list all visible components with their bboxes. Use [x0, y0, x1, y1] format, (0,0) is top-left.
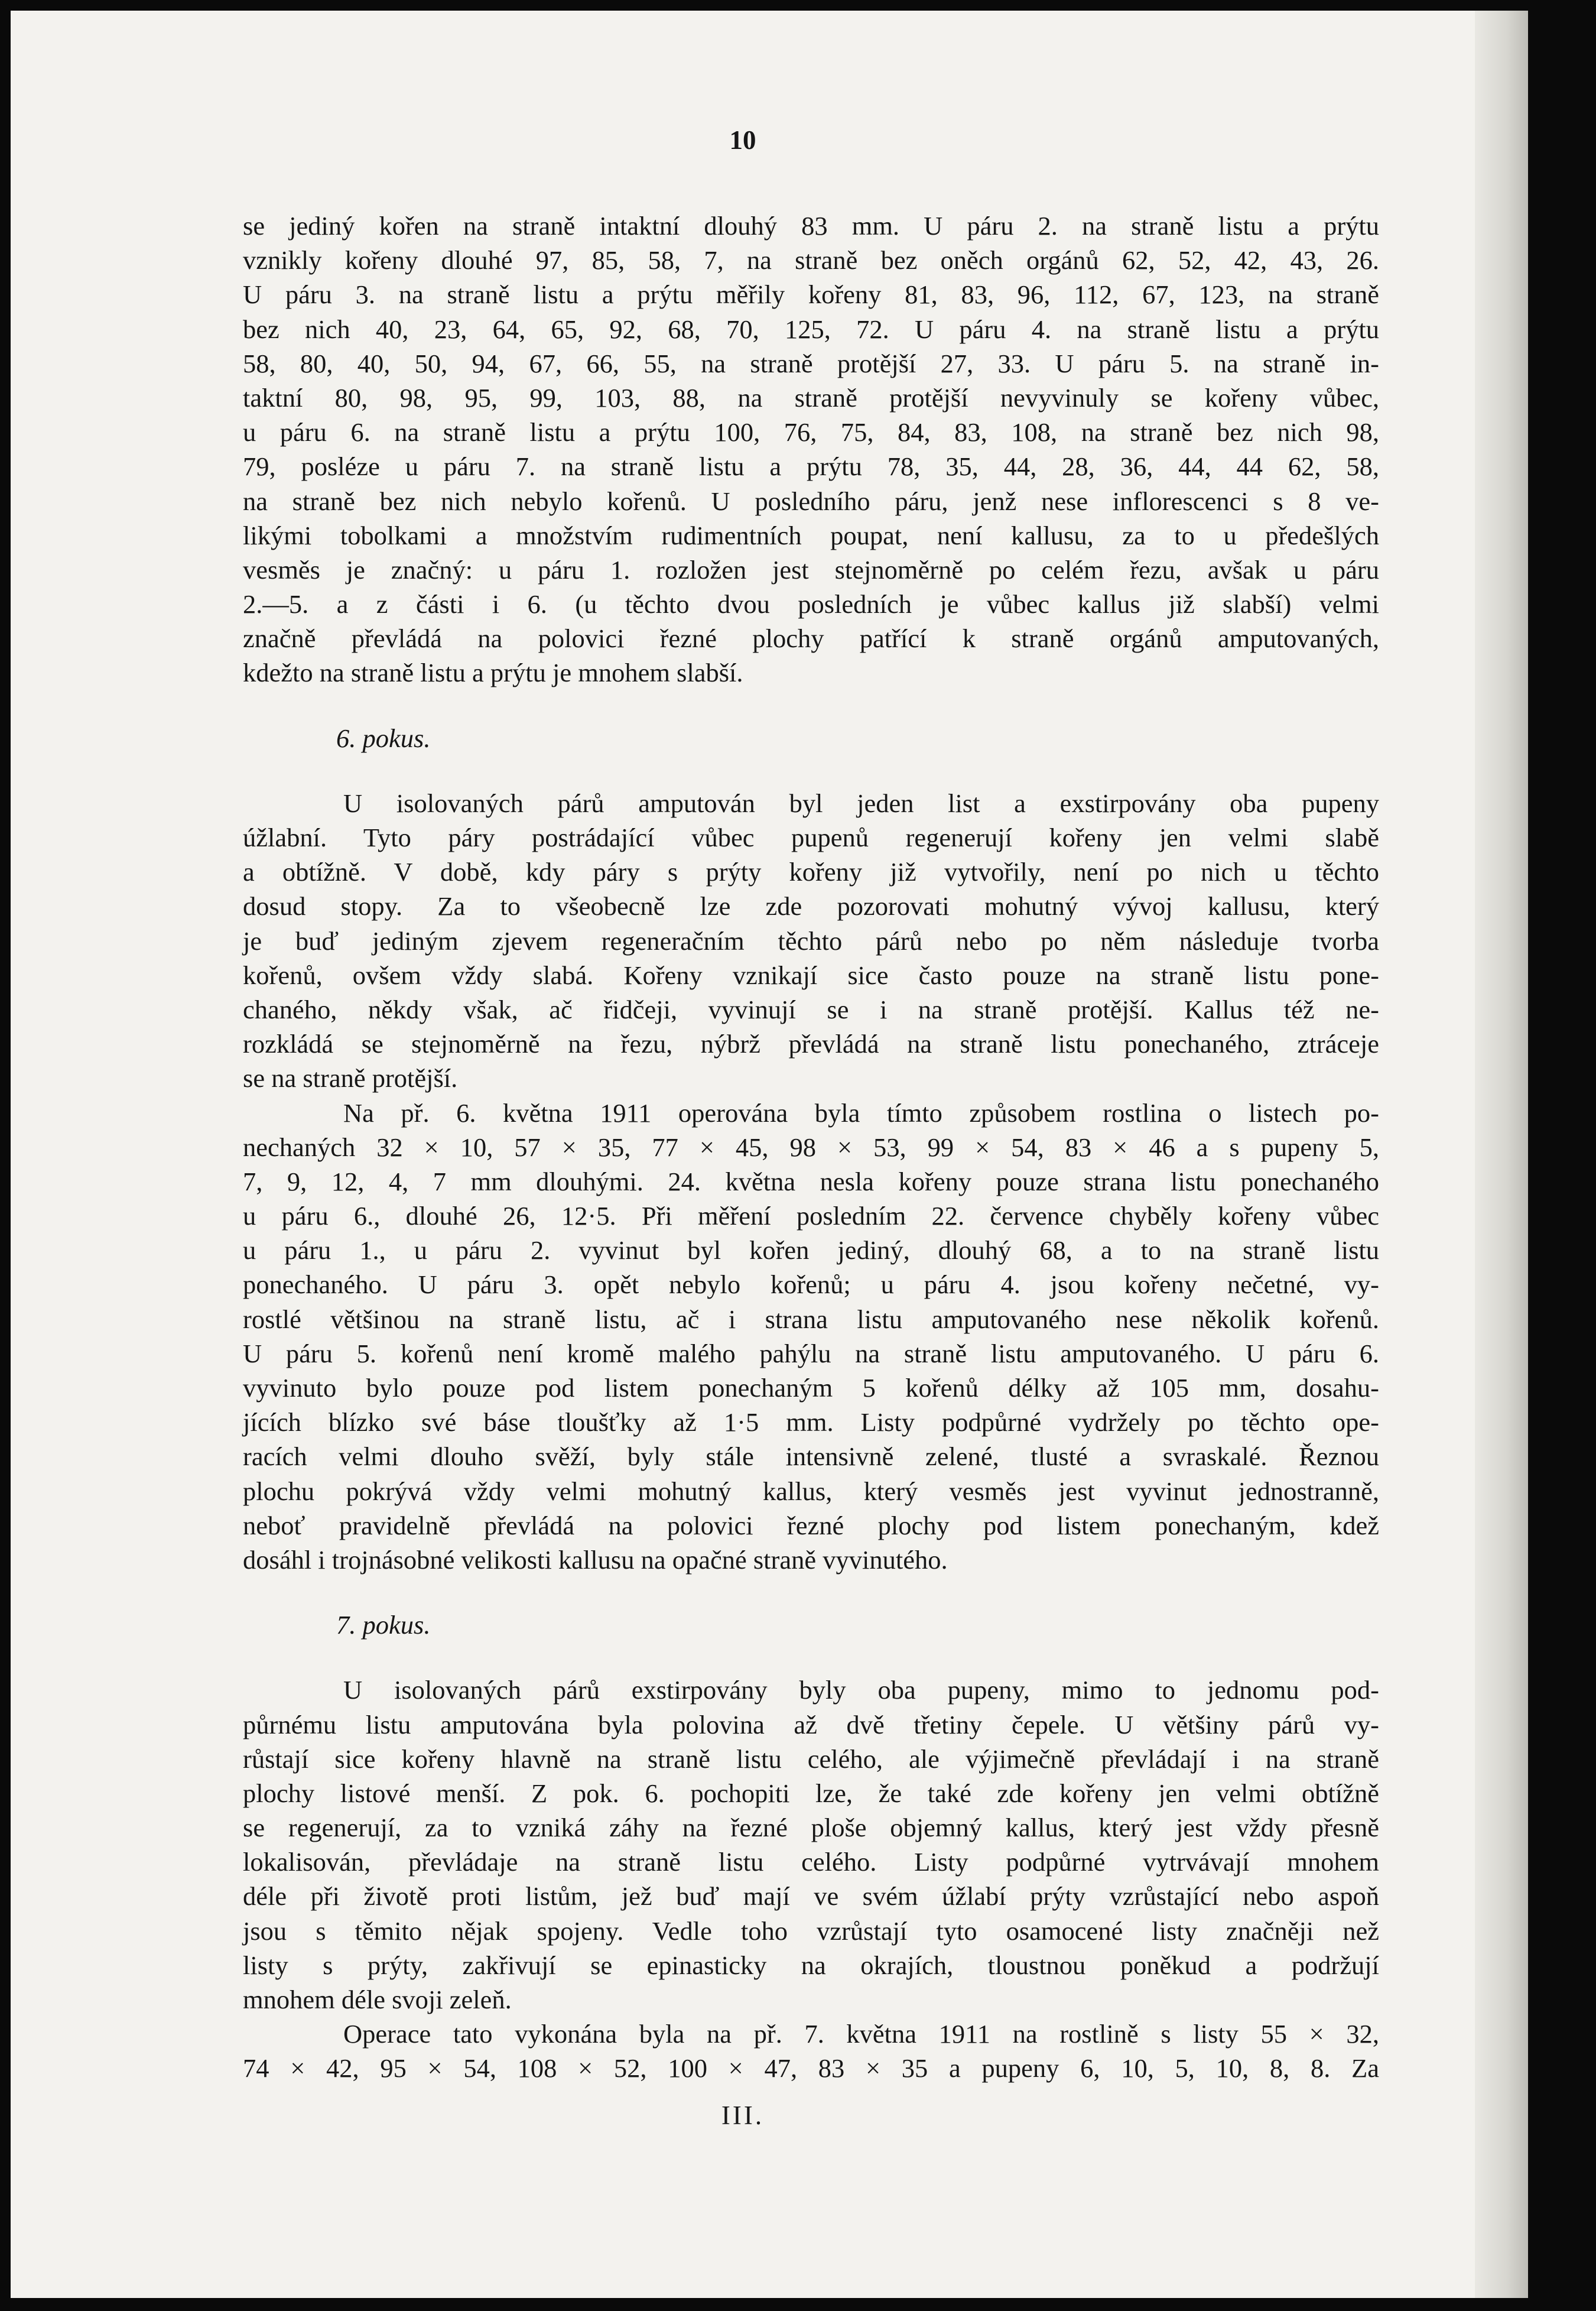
text-line: kdežto na straně listu a prýtu je mnohem slabší. — [243, 658, 743, 688]
text-line: déle při životě proti listům, jež buď mají ve svém úžlabí prýty vzrůstající nebo aspoň — [243, 1881, 1379, 1911]
text-line: racích velmi dlouho svěží, byly stále intensivně zelené, tlusté a svraskalé. Řeznou — [243, 1442, 1379, 1472]
text-line: je buď jediným zjevem regeneračním těchto párů nebo po něm následuje tvorba — [243, 926, 1379, 956]
section-heading: 6. pokus. — [336, 723, 431, 753]
text-line: vyvinuto bylo pouze pod listem ponechaným 5 kořenů délky až 105 mm, dosahu- — [243, 1373, 1379, 1403]
text-line: nechaných 32 × 10, 57 × 35, 77 × 45, 98 × 53, 99 × 54, 83 × 46 a s pupeny 5, — [243, 1132, 1379, 1162]
text-line: rostlé většinou na straně listu, ač i strana listu amputovaného nese několik kořenů. — [243, 1304, 1379, 1334]
text-line: dosud stopy. Za to všeobecně lze zde pozorovati mohutný vývoj kallusu, který — [243, 891, 1379, 921]
paragraph — [243, 786, 1379, 1096]
text-line: U páru 3. na straně listu a prýtu měřily kořeny 81, 83, 96, 112, 67, 123, na straně — [243, 280, 1379, 310]
text-line: půrnému listu amputována byla polovina až dvě třetiny čepele. U většiny párů vy- — [243, 1709, 1379, 1739]
text-line: neboť pravidelně převládá na polovici řezné plochy pod listem ponechaným, kdež — [243, 1510, 1379, 1540]
text-line: taktní 80, 98, 95, 99, 103, 88, na straně protější nevyvinuly se kořeny vůbec, — [243, 382, 1379, 413]
text-line: vesměs je značný: u páru 1. rozložen jest stejnoměrně po celém řezu, avšak u páru — [243, 554, 1379, 585]
paragraph — [243, 2017, 1379, 2085]
body-text — [243, 209, 1379, 2086]
text-line: jsou s těmito nějak spojeny. Vedle toho vzrůstají tyto osamocené listy značněji než — [243, 1916, 1379, 1946]
text-line: plochu pokrývá vždy velmi mohutný kallus, který vesměs jest vyvinut jednostranně, — [243, 1476, 1379, 1506]
text-line: 74 × 42, 95 × 54, 108 × 52, 100 × 47, 83 × 35 a pupeny 6, 10, 5, 10, 8, 8. Za — [243, 2053, 1379, 2083]
text-line: Na př. 6. května 1911 operována byla tímto způsobem rostlina o listech po- — [343, 1098, 1379, 1128]
text-line: růstají sice kořeny hlavně na straně listu celého, ale výjimečně převládají i na straně — [243, 1744, 1379, 1774]
text-line: U páru 5. kořenů není kromě malého pahýlu na straně listu amputovaného. U páru 6. — [243, 1338, 1379, 1368]
text-line: 58, 80, 40, 50, 94, 67, 66, 55, na straně protější 27, 33. U páru 5. na straně in- — [243, 348, 1379, 378]
spacer — [243, 690, 1379, 721]
paragraph — [243, 1673, 1379, 2017]
text-line: se na straně protější. — [243, 1063, 458, 1093]
signature-mark: III. — [721, 2101, 765, 2130]
text-line: u páru 6., dlouhé 26, 12·5. Při měření posledním 22. července chyběly kořeny vůbec — [243, 1201, 1379, 1231]
text-line: dosáhl i trojnásobné velikosti kallusu na opačné straně vyvinutého. — [243, 1544, 948, 1575]
text-line: jících blízko své báse tloušťky až 1·5 mm. Listy podpůrné vydržely po těchto ope- — [243, 1407, 1379, 1437]
text-line: úžlabní. Tyto páry postrádající vůbec pupenů regenerují kořeny jen velmi slabě — [243, 823, 1379, 852]
text-line: lokalisován, převládaje na straně listu celého. Listy podpůrné vytrvávají mnohem — [243, 1847, 1379, 1877]
text-line: mnohem déle svoji zeleň. — [243, 1985, 512, 2014]
text-line: chaného, někdy však, ač řidčeji, vyvinují se i na straně protější. Kallus též ne- — [243, 994, 1379, 1024]
text-line: se jediný kořen na straně intaktní dlouhý 83 mm. U páru 2. na straně listu a prýtu — [243, 211, 1379, 241]
text-line: ponechaného. U páru 3. opět nebylo kořenů; u páru 4. jsou kořeny nečetné, vy- — [243, 1270, 1379, 1300]
text-line: značně převládá na polovici řezné plochy patřící k straně orgánů amputovaných, — [243, 624, 1379, 654]
page-edge — [1475, 11, 1528, 2298]
page-number: 10 — [729, 125, 756, 155]
text-line: u páru 1., u páru 2. vyvinut byl kořen jediný, dlouhý 68, a to na straně listu — [243, 1235, 1379, 1265]
text-line: Operace tato vykonána byla na př. 7. května 1911 na rostlině s listy 55 × 32, — [343, 2019, 1379, 2049]
section-heading: 7. pokus. — [336, 1610, 431, 1640]
spacer — [243, 755, 1379, 786]
text-line: U isolovaných párů amputován byl jeden list a exstirpovány oba pupeny — [343, 788, 1379, 818]
book-page — [11, 11, 1475, 2298]
text-line: rozkládá se stejnoměrně na řezu, nýbrž převládá na straně listu ponechaného, ztráceje — [243, 1029, 1379, 1059]
paragraph — [243, 1096, 1379, 1578]
text-line: 7, 9, 12, 4, 7 mm dlouhými. 24. května nesla kořeny pouze strana listu ponechaného — [243, 1166, 1379, 1196]
text-line: listy s prýty, zakřivují se epinasticky na okrajích, tloustnou poněkud a podržují — [243, 1950, 1379, 1980]
text-line: 2.—5. a z části i 6. (u těchto dvou posledních je vůbec kallus již slabší) velmi — [243, 589, 1379, 619]
text-line: likými tobolkami a množstvím rudimentních poupat, není kallusu, za to u předešlých — [243, 520, 1379, 550]
text-line: 79, posléze u páru 7. na straně listu a prýtu 78, 35, 44, 28, 36, 44, 44 62, 58, — [243, 452, 1379, 482]
text-line: a obtížně. V době, kdy páry s prýty kořeny již vytvořily, není po nich u těchto — [243, 857, 1379, 887]
text-line: vznikly kořeny dlouhé 97, 85, 58, 7, na straně bez oněch orgánů 62, 52, 42, 43, 26. — [243, 245, 1379, 275]
spacer — [243, 1577, 1379, 1608]
text-line: U isolovaných párů exstirpovány byly oba pupeny, mimo to jednomu pod- — [343, 1675, 1379, 1705]
text-line: u páru 6. na straně listu a prýtu 100, 76, 75, 84, 83, 108, na straně bez nich 98, — [243, 417, 1379, 447]
text-line: se regenerují, za to vzniká záhy na řezné ploše objemný kallus, který jest vždy přesně — [243, 1813, 1379, 1843]
text-line: bez nich 40, 23, 64, 65, 92, 68, 70, 125, 72. U páru 4. na straně listu a prýtu — [243, 314, 1379, 344]
text-line: plochy listové menší. Z pok. 6. pochopiti lze, že také zde kořeny jen velmi obtížně — [243, 1778, 1379, 1808]
text-line: kořenů, ovšem vždy slabá. Kořeny vznikají sice často pouze na straně listu pone- — [243, 960, 1379, 990]
spacer — [243, 1642, 1379, 1673]
text-line: na straně bez nich nebylo kořenů. U posledního páru, jenž nese inflorescenci s 8 ve- — [243, 486, 1379, 516]
paragraph — [243, 209, 1379, 690]
